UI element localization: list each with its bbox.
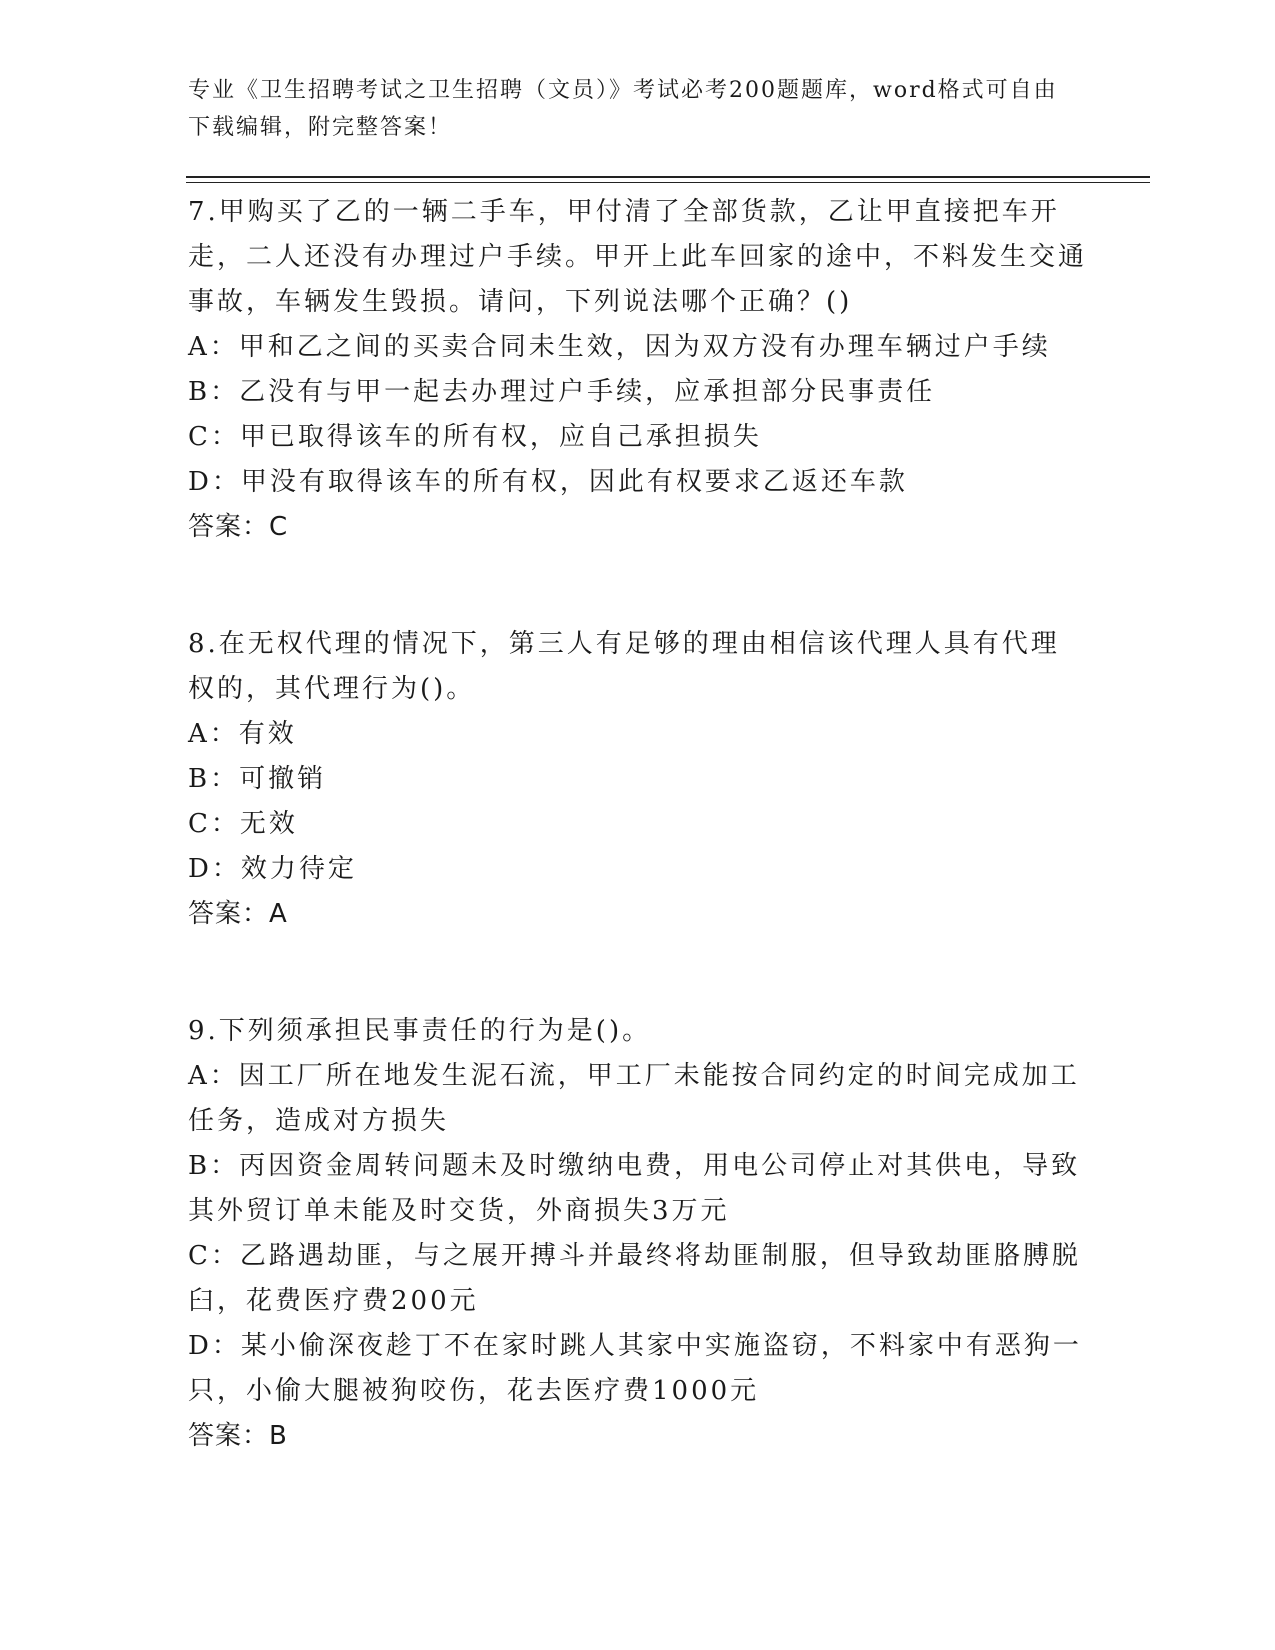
header-rule-thick — [186, 176, 1150, 178]
header-rule-thin — [186, 182, 1150, 183]
option-d: D：甲没有取得该车的所有权，因此有权要求乙返还车款 — [188, 467, 908, 497]
answer-label: 答案：C — [188, 512, 289, 542]
option-b: B：乙没有与甲一起去办理过户手续，应承担部分民事责任 — [188, 377, 936, 407]
option-a: A：甲和乙之间的买卖合同未生效，因为双方没有办理车辆过户手续 — [188, 332, 1051, 362]
question-spacer — [188, 550, 1088, 622]
option-a: A：因工厂所在地发生泥石流，甲工厂未能按合同约定的时间完成加工任务，造成对方损失 — [188, 1061, 1080, 1136]
question-list — [188, 190, 1088, 1459]
option-d: D：效力待定 — [188, 854, 357, 884]
question-stem: 7.甲购买了乙的一辆二手车，甲付清了全部货款，乙让甲直接把车开走，二人还没有办理过户手续。甲开上此车回家的途中，不料发生交通事故，车辆发生毁损。请问，下列说法哪个正确？() — [188, 197, 1088, 317]
question-spacer — [188, 937, 1088, 1009]
question-8 — [188, 622, 1088, 937]
option-a: A：有效 — [188, 719, 297, 749]
question-stem: 8.在无权代理的情况下，第三人有足够的理由相信该代理人具有代理权的，其代理行为()。 — [188, 629, 1060, 704]
answer-label: 答案：A — [188, 899, 288, 929]
answer-label: 答案：B — [188, 1421, 288, 1451]
question-stem: 9.下列须承担民事责任的行为是()。 — [188, 1016, 652, 1046]
question-7 — [188, 190, 1088, 550]
option-b: B：丙因资金周转问题未及时缴纳电费，用电公司停止对其供电，导致其外贸订单未能及时交货，外商损失3万元 — [188, 1151, 1081, 1226]
option-d: D：某小偷深夜趁丁不在家时跳人其家中实施盗窃，不料家中有恶狗一只，小偷大腿被狗咬伤，花去医疗费1000元 — [188, 1331, 1082, 1406]
option-b: B：可撤销 — [188, 764, 327, 794]
option-c: C：甲已取得该车的所有权，应自己承担损失 — [188, 422, 762, 452]
question-9 — [188, 1009, 1088, 1459]
document-header: 专业《卫生招聘考试之卫生招聘（文员）》考试必考200题题库，word格式可自由下载编辑，附完整答案！ — [188, 78, 1058, 140]
option-c: C：无效 — [188, 809, 298, 839]
option-c: C：乙路遇劫匪，与之展开搏斗并最终将劫匪制服，但导致劫匪胳膊脱臼，花费医疗费200元 — [188, 1241, 1081, 1316]
